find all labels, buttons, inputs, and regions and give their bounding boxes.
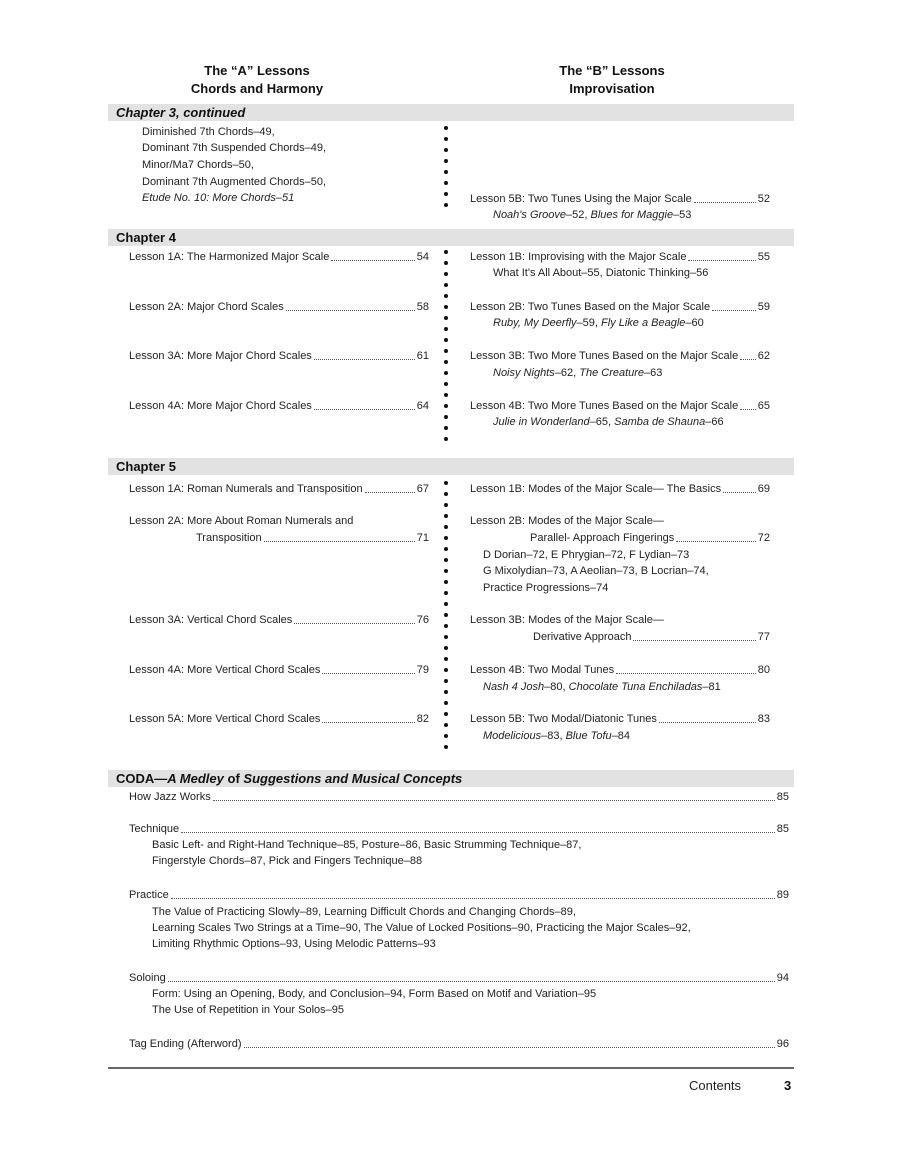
ch4-lesson-1a-page: 54	[416, 251, 429, 263]
coda-practice[interactable]	[129, 887, 789, 903]
column-header-b-line1: The “B” Lessons	[559, 63, 665, 78]
ch5-lesson-2a-page: 71	[416, 532, 429, 544]
leader-dots	[168, 981, 775, 982]
divider-bullet	[444, 492, 448, 496]
coda-tag-ending[interactable]	[129, 1036, 789, 1052]
divider-bullet	[444, 192, 448, 196]
leader-dots	[659, 722, 756, 723]
ch5-lesson-5a-label: Lesson 5A: More Vertical Chord Scales	[129, 713, 321, 725]
divider-bullet	[444, 668, 448, 672]
coda-entry-page: 94	[776, 972, 789, 984]
divider-bullet	[444, 250, 448, 254]
ch4-lesson-1b[interactable]	[470, 249, 770, 265]
leader-dots	[314, 409, 415, 410]
ch5-lesson-5b-label: Lesson 5B: Two Modal/Diatonic Tunes	[470, 713, 657, 725]
leader-dots	[264, 541, 415, 542]
coda-technique-line-2: Fingerstyle Chords–87, Pick and Fingers Technique–88	[152, 855, 423, 867]
leader-dots	[365, 492, 415, 493]
ch5-lesson-5a-page: 82	[416, 713, 429, 725]
leader-dots	[213, 800, 775, 801]
divider-bullet	[444, 569, 448, 573]
column-header-a	[107, 62, 407, 98]
ch4-lesson-1b-page: 55	[757, 251, 770, 263]
ch5-lesson-3b-cont: Derivative Approach	[533, 631, 632, 643]
ch3-a-line-4: Dominant 7th Augmented Chords–50,	[142, 176, 327, 188]
leader-dots	[314, 359, 415, 360]
ch5-lesson-4a-page: 79	[416, 664, 429, 676]
ch5-lesson-3a-page: 76	[416, 614, 429, 626]
leader-dots	[181, 832, 775, 833]
chapter-4-heading: Chapter 4	[108, 229, 794, 246]
ch3-a-line-1: Diminished 7th Chords–49,	[142, 126, 275, 138]
ch4-lesson-4a-page: 64	[416, 400, 429, 412]
leader-dots	[286, 310, 415, 311]
divider-bullet	[444, 734, 448, 738]
chapter-3-label: Chapter 3,	[116, 105, 180, 120]
ch5-lesson-4b-page: 80	[757, 664, 770, 676]
footer-page-number: 3	[784, 1078, 792, 1093]
ch5-lesson-5a[interactable]	[129, 711, 429, 727]
footer-rule	[108, 1067, 794, 1069]
divider-bullet	[444, 327, 448, 331]
divider-bullet	[444, 415, 448, 419]
ch5-lesson-4b-sub: Nash 4 Josh–80, Chocolate Tuna Enchiladas–81	[483, 681, 721, 693]
footer-contents-label: Contents	[689, 1078, 742, 1093]
column-header-a-line2: Chords and Harmony	[190, 81, 324, 96]
ch3-lesson-5b-sub: Noah's Groove–52, Blues for Maggie–53	[493, 209, 692, 221]
ch5-lesson-3b[interactable]	[533, 629, 770, 645]
divider-bullet	[444, 305, 448, 309]
ch5-lesson-1a-page: 67	[416, 483, 429, 495]
ch4-lesson-3a-label: Lesson 3A: More Major Chord Scales	[129, 350, 312, 362]
divider-bullet	[444, 170, 448, 174]
ch5-lesson-2b-line-3: Practice Progressions–74	[483, 582, 609, 594]
ch5-lesson-1b[interactable]	[470, 481, 770, 497]
ch5-lesson-3b-page: 77	[757, 631, 770, 643]
divider-bullet	[444, 148, 448, 152]
ch5-lesson-4a-label: Lesson 4A: More Vertical Chord Scales	[129, 664, 321, 676]
divider-bullet	[444, 261, 448, 265]
ch4-lesson-2b-sub: Ruby, My Deerfly–59, Fly Like a Beagle–60	[493, 317, 704, 329]
divider-bullet	[444, 624, 448, 628]
ch4-lesson-2a[interactable]	[129, 299, 429, 315]
divider-bullet	[444, 481, 448, 485]
coda-entry-label: Practice	[129, 889, 169, 901]
coda-entry-page: 85	[776, 823, 789, 835]
divider-bullet	[444, 536, 448, 540]
divider-bullet	[444, 371, 448, 375]
ch4-lesson-3a[interactable]	[129, 348, 429, 364]
coda-entry-page: 85	[776, 791, 789, 803]
coda-soloing-line-2: The Use of Repetition in Your Solos–95	[152, 1004, 345, 1016]
coda-soloing[interactable]	[129, 970, 789, 986]
ch3-a-line-2: Dominant 7th Suspended Chords–49,	[142, 142, 327, 154]
ch4-lesson-2a-page: 58	[416, 301, 429, 313]
ch5-lesson-3a-label: Lesson 3A: Vertical Chord Scales	[129, 614, 293, 626]
chapter-3-continued: continued	[183, 105, 246, 120]
divider-bullet	[444, 723, 448, 727]
coda-practice-line-2: Learning Scales Two Strings at a Time–90, The Value of Locked Positions–90, Practicing the Major Scales–92,	[152, 922, 691, 934]
ch5-lesson-2a-label: Lesson 2A: More About Roman Numerals and	[129, 515, 354, 527]
ch4-lesson-3b-page: 62	[757, 350, 770, 362]
ch5-lesson-5b-sub: Modelicious–83, Blue Tofu–84	[483, 730, 631, 742]
coda-practice-line-1: The Value of Practicing Slowly–89, Learning Difficult Chords and Changing Chords–89,	[152, 906, 576, 918]
coda-entry-page: 96	[776, 1038, 789, 1050]
ch5-lesson-1a[interactable]	[129, 481, 429, 497]
ch3-a-line-5: Etude No. 10: More Chords–51	[142, 192, 295, 204]
chapter-5-heading: Chapter 5	[108, 458, 794, 475]
ch5-lesson-2a-cont: Transposition	[196, 532, 262, 544]
leader-dots	[294, 623, 414, 624]
coda-soloing-line-1: Form: Using an Opening, Body, and Conclusion–94, Form Based on Motif and Variation–95	[152, 988, 597, 1000]
divider-bullet	[444, 404, 448, 408]
coda-technique-line-1: Basic Left- and Right-Hand Technique–85, Posture–86, Basic Strumming Technique–87,	[152, 839, 582, 851]
ch4-lesson-2a-label: Lesson 2A: Major Chord Scales	[129, 301, 284, 313]
leader-dots	[331, 260, 414, 261]
divider-bullet	[444, 137, 448, 141]
ch4-lesson-4b-sub: Julie in Wonderland–65, Samba de Shauna–66	[493, 416, 724, 428]
divider-bullet	[444, 745, 448, 749]
ch5-lesson-3a[interactable]	[129, 612, 429, 628]
ch5-lesson-1b-label: Lesson 1B: Modes of the Major Scale— The Basics	[470, 483, 722, 495]
ch4-lesson-2b[interactable]	[470, 299, 770, 315]
coda-how-jazz-works[interactable]	[129, 789, 789, 805]
leader-dots	[688, 260, 755, 261]
divider-bullet	[444, 283, 448, 287]
leader-dots	[694, 202, 756, 203]
divider-bullet	[444, 646, 448, 650]
coda-practice-line-3: Limiting Rhythmic Options–93, Using Melodic Patterns–93	[152, 938, 436, 950]
divider-bullet	[444, 558, 448, 562]
ch4-lesson-3b-sub: Noisy Nights–62, The Creature–63	[493, 367, 663, 379]
ch4-lesson-1b-label: Lesson 1B: Improvising with the Major Scale	[470, 251, 687, 263]
ch4-lesson-4b-label: Lesson 4B: Two More Tunes Based on the Major Scale	[470, 400, 739, 412]
divider-bullet	[444, 602, 448, 606]
divider-bullet	[444, 437, 448, 441]
divider-bullet	[444, 690, 448, 694]
divider-bullet	[444, 514, 448, 518]
ch5-lesson-2b-cont: Parallel- Approach Fingerings	[530, 532, 675, 544]
divider-bullet	[444, 712, 448, 716]
divider-bullet	[444, 181, 448, 185]
divider-bullet	[444, 382, 448, 386]
coda-entry-page: 89	[776, 889, 789, 901]
ch5-lesson-1a-label: Lesson 1A: Roman Numerals and Transposition	[129, 483, 363, 495]
divider-bullet	[444, 635, 448, 639]
divider-bullet	[444, 203, 448, 207]
ch4-lesson-3b-label: Lesson 3B: Two More Tunes Based on the Major Scale	[470, 350, 739, 362]
divider-bullet	[444, 547, 448, 551]
ch5-lesson-2b[interactable]	[530, 530, 770, 546]
divider-bullet	[444, 316, 448, 320]
coda-entry-label: How Jazz Works	[129, 791, 211, 803]
divider-bullet	[444, 657, 448, 661]
leader-dots	[244, 1047, 775, 1048]
divider-bullet	[444, 613, 448, 617]
coda-entry-label: Tag Ending (Afterword)	[129, 1038, 242, 1050]
coda-heading: CODA—A Medley of Suggestions and Musical Concepts	[108, 770, 794, 787]
coda-technique[interactable]	[129, 821, 789, 837]
leader-dots	[740, 359, 756, 360]
ch5-lesson-2b-line-1: D Dorian–72, E Phrygian–72, F Lydian–73	[483, 549, 690, 561]
ch4-lesson-1a[interactable]	[129, 249, 429, 265]
coda-entry-label: Technique	[129, 823, 180, 835]
column-header-a-line1: The “A” Lessons	[204, 63, 310, 78]
ch3-a-line-3: Minor/Ma7 Chords–50,	[142, 159, 254, 171]
divider-bullet	[444, 349, 448, 353]
ch5-lesson-2b-label: Lesson 2B: Modes of the Major Scale—	[470, 515, 664, 527]
leader-dots	[676, 541, 755, 542]
ch4-lesson-1a-label: Lesson 1A: The Harmonized Major Scale	[129, 251, 330, 263]
ch4-lesson-4a-label: Lesson 4A: More Major Chord Scales	[129, 400, 312, 412]
ch4-lesson-3a-page: 61	[416, 350, 429, 362]
coda-entry-label: Soloing	[129, 972, 166, 984]
divider-bullet	[444, 360, 448, 364]
ch4-lesson-4a[interactable]	[129, 398, 429, 414]
leader-dots	[633, 640, 755, 641]
leader-dots	[171, 898, 775, 899]
divider-bullet	[444, 580, 448, 584]
ch4-lesson-4b[interactable]	[470, 398, 770, 414]
ch5-lesson-2b-line-2: G Mixolydian–73, A Aeolian–73, B Locrian–74,	[483, 565, 709, 577]
ch4-lesson-2b-label: Lesson 2B: Two Tunes Based on the Major Scale	[470, 301, 711, 313]
leader-dots	[723, 492, 756, 493]
leader-dots	[740, 409, 756, 410]
leader-dots	[322, 673, 414, 674]
ch4-lesson-4b-page: 65	[757, 400, 770, 412]
ch3-lesson-5b-page: 52	[757, 193, 770, 205]
leader-dots	[616, 673, 756, 674]
divider-bullet	[444, 338, 448, 342]
ch5-lesson-1b-page: 69	[757, 483, 770, 495]
divider-bullet	[444, 525, 448, 529]
ch5-lesson-4b[interactable]	[470, 662, 770, 678]
chapter-3-heading	[108, 104, 794, 121]
divider-bullet	[444, 503, 448, 507]
divider-bullet	[444, 426, 448, 430]
ch5-lesson-2a[interactable]	[196, 530, 429, 546]
divider-bullet	[444, 591, 448, 595]
divider-bullet	[444, 393, 448, 397]
leader-dots	[322, 722, 414, 723]
divider-bullet	[444, 701, 448, 705]
column-header-b-line2: Improvisation	[569, 81, 655, 96]
ch5-lesson-2b-page: 72	[757, 532, 770, 544]
ch4-lesson-2b-page: 59	[757, 301, 770, 313]
ch4-lesson-1b-sub: What It's All About–55, Diatonic Thinking–56	[493, 267, 709, 279]
divider-bullet	[444, 294, 448, 298]
divider-bullet	[444, 126, 448, 130]
ch4-lesson-3b[interactable]	[470, 348, 770, 364]
divider-bullet	[444, 679, 448, 683]
ch3-lesson-5b[interactable]	[470, 191, 770, 207]
column-header-b	[462, 62, 762, 98]
leader-dots	[712, 310, 756, 311]
ch5-lesson-5b-page: 83	[757, 713, 770, 725]
ch5-lesson-4b-label: Lesson 4B: Two Modal Tunes	[470, 664, 615, 676]
ch5-lesson-5b[interactable]	[470, 711, 770, 727]
ch5-lesson-3b-label: Lesson 3B: Modes of the Major Scale—	[470, 614, 664, 626]
ch3-lesson-5b-label: Lesson 5B: Two Tunes Using the Major Scale	[470, 193, 692, 205]
divider-bullet	[444, 272, 448, 276]
divider-bullet	[444, 159, 448, 163]
ch5-lesson-4a[interactable]	[129, 662, 429, 678]
